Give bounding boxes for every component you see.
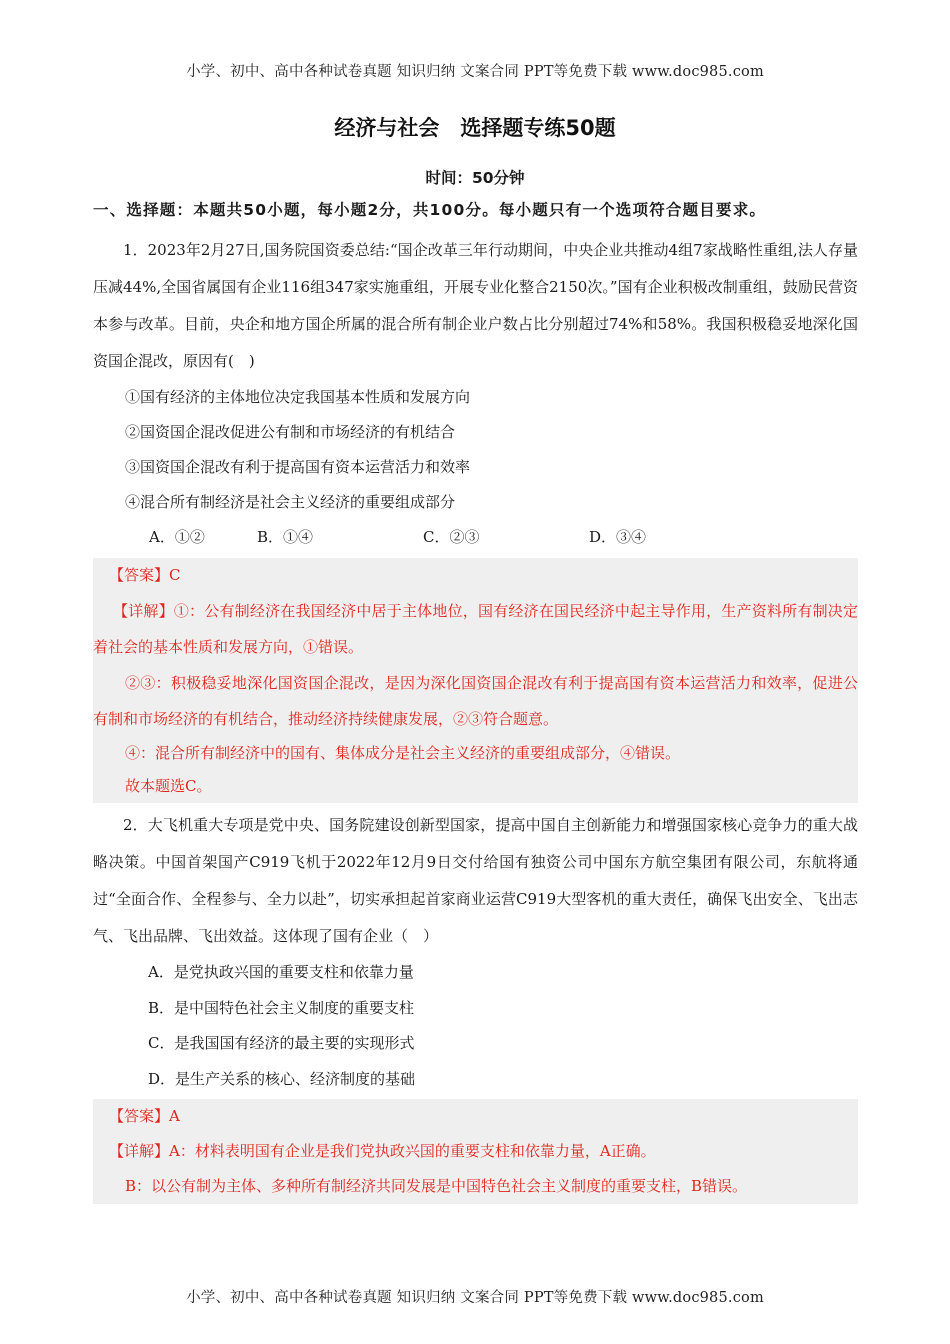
- question-1-choices: [93, 520, 858, 554]
- question-1-item: ③国资国企混改有利于提高国有资本运营活力和效率: [125, 458, 471, 476]
- answer-label: 【答案】C: [109, 566, 181, 584]
- question-2-answer-box: [93, 1099, 858, 1204]
- detail-paragraph: ④：混合所有制经济中的国有、集体成分是社会主义经济的重要组成部分，④错误。: [125, 744, 681, 762]
- choice-a: A．①②: [149, 528, 205, 546]
- page-header: 小学、初中、高中各种试卷真题 知识归纳 文案合同 PPT等免费下载 www.doc985.com: [186, 64, 764, 80]
- question-2-stem: 2．大飞机重大专项是党中央、国务院建设创新型国家，提高中国自主创新能力和增强国家核心竞争力的重大战略决策。中国首架国产C919飞机于2022年12月9日交付给国有独资公司中国东方航空集团有限公司，东航将通过“全面合作、全程参与、全力以赴”，切实承担起首家商业运营C919大型客机的重大责任，确保飞出安全、飞出志气、飞出品牌、飞出效益。这体现了国有企业（ ）: [93, 816, 858, 945]
- question-2-option-d: D．是生产关系的核心、经济制度的基础: [148, 1069, 416, 1088]
- question-1: [93, 232, 858, 803]
- document-body: [93, 195, 858, 1204]
- detail-paragraph: ②③：积极稳妥地深化国资国企混改，是因为深化国资国企混改有利于提高国有资本运营活力和效率，促进公有制和市场经济的有机结合，推动经济持续健康发展，②③符合题意。: [93, 674, 858, 728]
- question-1-item: ①国有经济的主体地位决定我国基本性质和发展方向: [125, 388, 471, 406]
- choice-c: C．②③: [423, 528, 480, 546]
- detail-paragraph: 【详解】A：材料表明国有企业是我们党执政兴国的重要支柱和依靠力量，A正确。: [109, 1142, 656, 1160]
- question-1-answer-box: [93, 558, 858, 803]
- detail-conclusion: 故本题选C。: [125, 777, 212, 795]
- question-1-item: ④混合所有制经济是社会主义经济的重要组成部分: [125, 493, 456, 511]
- question-2: [93, 807, 858, 1204]
- time-limit: 时间：50分钟: [425, 169, 525, 187]
- section-heading: 一、选择题：本题共50小题，每小题2分，共100分。每小题只有一个选项符合题目要求。: [93, 201, 767, 219]
- question-2-option-c: C．是我国国有经济的最主要的实现形式: [148, 1034, 415, 1052]
- question-1-item: ②国资国企混改促进公有制和市场经济的有机结合: [125, 423, 456, 441]
- detail-paragraph: 【详解】①：公有制经济在我国经济中居于主体地位，国有经济在国民经济中起主导作用，生产资料所有制决定着社会的基本性质和发展方向，①错误。: [93, 602, 858, 656]
- document-title: 经济与社会 选择题专练50题: [334, 116, 616, 140]
- choice-d: D．③④: [589, 528, 647, 546]
- question-2-option-b: B．是中国特色社会主义制度的重要支柱: [148, 998, 415, 1017]
- page-footer: 小学、初中、高中各种试卷真题 知识归纳 文案合同 PPT等免费下载 www.doc985.com: [186, 1290, 764, 1306]
- answer-label: 【答案】A: [109, 1107, 180, 1125]
- question-2-option-a: A．是党执政兴国的重要支柱和依靠力量: [148, 963, 414, 981]
- choice-b: B．①④: [257, 528, 314, 546]
- question-1-stem: 1．2023年2月27日,国务院国资委总结:“国企改革三年行动期间，中央企业共推动4组7家战略性重组,法人存量压减44%,全国省属国有企业116组347家实施重组，开展专业化整合2150次。”国有企业积极改制重组，鼓励民营资本参与改革。目前，央企和地方国企所属的混合所有制企业户数占比分别超过74%和58%。我国积极稳妥地深化国资国企混改，原因有( ): [93, 241, 858, 370]
- detail-paragraph: B：以公有制为主体、多种所有制经济共同发展是中国特色社会主义制度的重要支柱，B错误。: [125, 1177, 748, 1195]
